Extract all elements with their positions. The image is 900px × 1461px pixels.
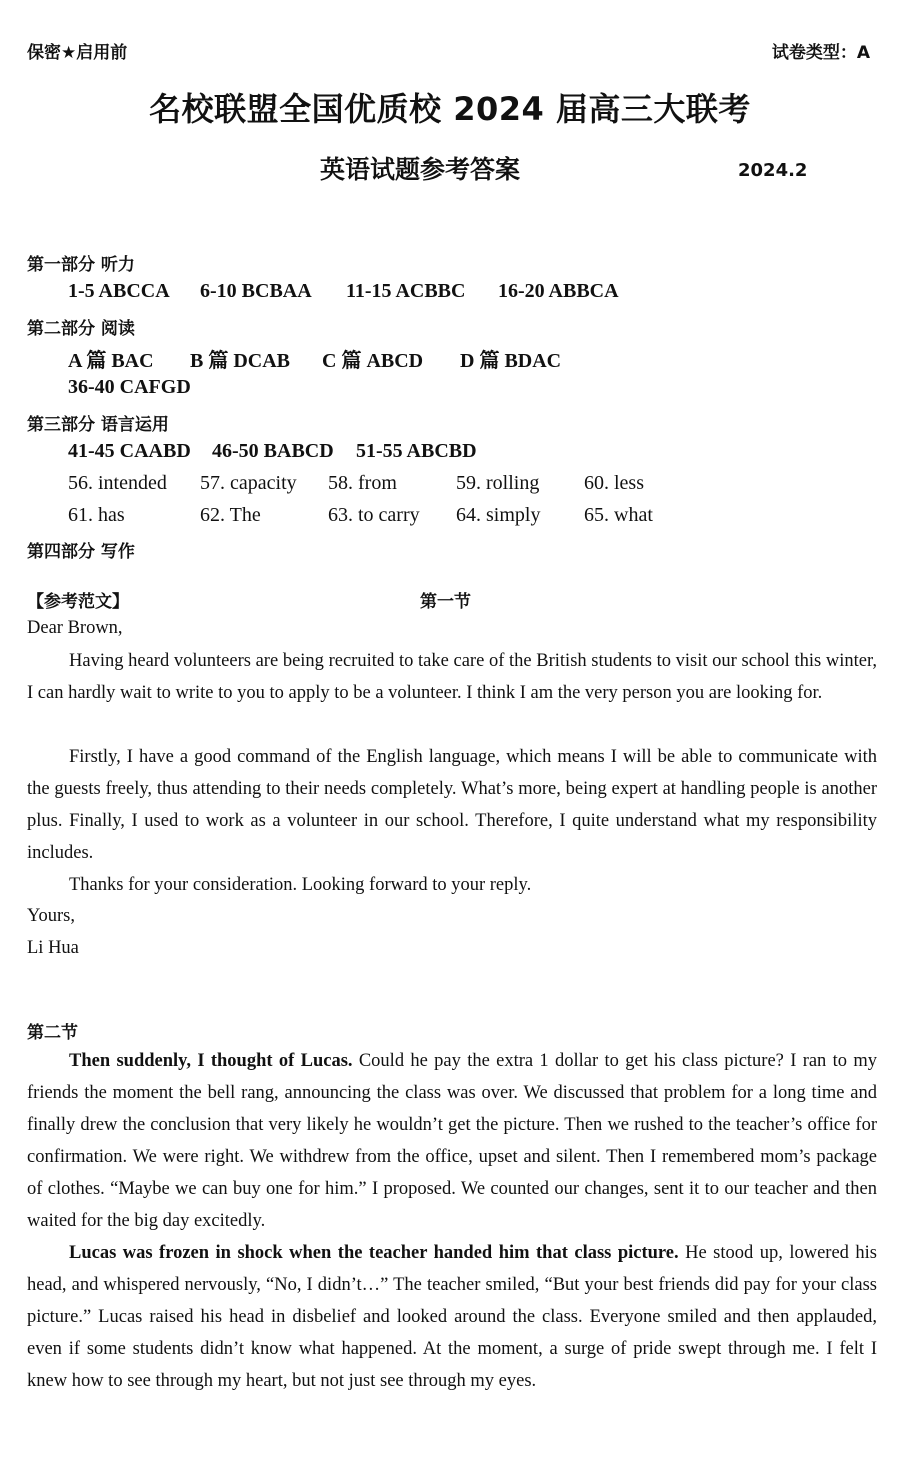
answer-group: 6-10 BCBAA: [200, 280, 312, 302]
fill-answer: 64. simply: [456, 504, 541, 526]
story-paragraph: Lucas was frozen in shock when the teacher handed him that class picture. He stood up, lowered his head, and whispered nervously, “No, I didn’t…” The teacher smiled, “But your best friends did pay for your class picture.” Lucas raised his head in disbelief and looked around the class. Everyone smiled and then applauded, even if some students didn’t know what happened. At the moment, a surge of pride swept through me. I felt I knew how to see through my heart, but not just see through my eyes.: [27, 1243, 877, 1391]
answer-group: 41-45 CAABD: [68, 440, 191, 462]
letter-closing: Yours,: [27, 906, 75, 926]
answer-group: 16-20 ABBCA: [498, 280, 619, 302]
answer-group: B 篇 DCAB: [190, 350, 291, 372]
fill-answer: 61. has: [68, 504, 125, 526]
section2-title: 第二节: [27, 1023, 78, 1043]
fill-answer: 60. less: [584, 472, 644, 494]
paper-type-label: 试卷类型：A: [771, 43, 870, 63]
part4-heading: 第四部分 写作: [27, 542, 135, 562]
confidential-label: 保密★启用前: [27, 43, 128, 63]
answer-group: 36-40 CAFGD: [68, 376, 191, 398]
answer-group: D 篇 BDAC: [460, 350, 562, 372]
letter-greeting: Dear Brown,: [27, 618, 123, 638]
story-lead-sentence: Lucas was frozen in shock when the teacher handed him that class picture.: [69, 1243, 679, 1263]
answer-group: 51-55 ABCBD: [356, 440, 477, 462]
story-paragraph: Then suddenly, I thought of Lucas. Could he pay the extra 1 dollar to get his class picture? I ran to my friends the moment the bell rang, announcing the class was over. We discussed that problem for a long time and finally drew the conclusion that very likely he wouldn’t get the picture. Then we rushed to the teacher’s office for confirmation. We were right. We withdrew from the office, upset and silent. Then I remembered mom’s package of clothes. “Maybe we can buy one for him.” I proposed. We counted our changes, sent it to our teacher and then waited for the big day excitedly.: [27, 1051, 877, 1231]
section1-title: 第一节: [420, 592, 471, 612]
page-title: 名校联盟全国优质校 2024 届高三大联考: [149, 90, 751, 128]
fill-answer: 65. what: [584, 504, 653, 526]
answer-group: 11-15 ACBBC: [346, 280, 466, 302]
exam-date: 2024.2: [738, 160, 808, 181]
letter-paragraph: Firstly, I have a good command of the English language, which means I will be able to communicate with the guests freely, thus attending to their needs completely. What’s more, being expert at handling people is another plus. Finally, I used to work as a volunteer in our school. Therefore, I quite understand what my responsibility includes.: [27, 747, 877, 863]
answer-group: 46-50 BABCD: [212, 440, 334, 462]
letter-paragraph: Thanks for your consideration. Looking forward to your reply.: [69, 875, 532, 895]
letter-paragraph: Having heard volunteers are being recruited to take care of the British students to visit our school this winter, I can hardly wait to write to you to apply to be a volunteer. I think I am the very person you are looking for.: [27, 651, 877, 703]
page-subtitle: 英语试题参考答案: [320, 155, 521, 184]
fill-answer: 56. intended: [68, 472, 167, 494]
part1-heading: 第一部分 听力: [27, 255, 135, 275]
answer-group: C 篇 ABCD: [322, 350, 424, 372]
fill-answer: 57. capacity: [200, 472, 297, 494]
fill-answer: 62. The: [200, 504, 261, 526]
part2-heading: 第二部分 阅读: [27, 319, 135, 339]
fill-answer: 63. to carry: [328, 504, 420, 526]
answer-group: 1-5 ABCCA: [68, 280, 170, 302]
letter-signature: Li Hua: [27, 938, 79, 958]
story-lead-sentence: Then suddenly, I thought of Lucas.: [69, 1051, 353, 1071]
fill-answer: 58. from: [328, 472, 397, 494]
sample-essay-label: 【参考范文】: [27, 592, 129, 612]
part3-heading: 第三部分 语言运用: [27, 415, 169, 435]
answer-group: A 篇 BAC: [68, 350, 154, 372]
fill-answer: 59. rolling: [456, 472, 540, 494]
